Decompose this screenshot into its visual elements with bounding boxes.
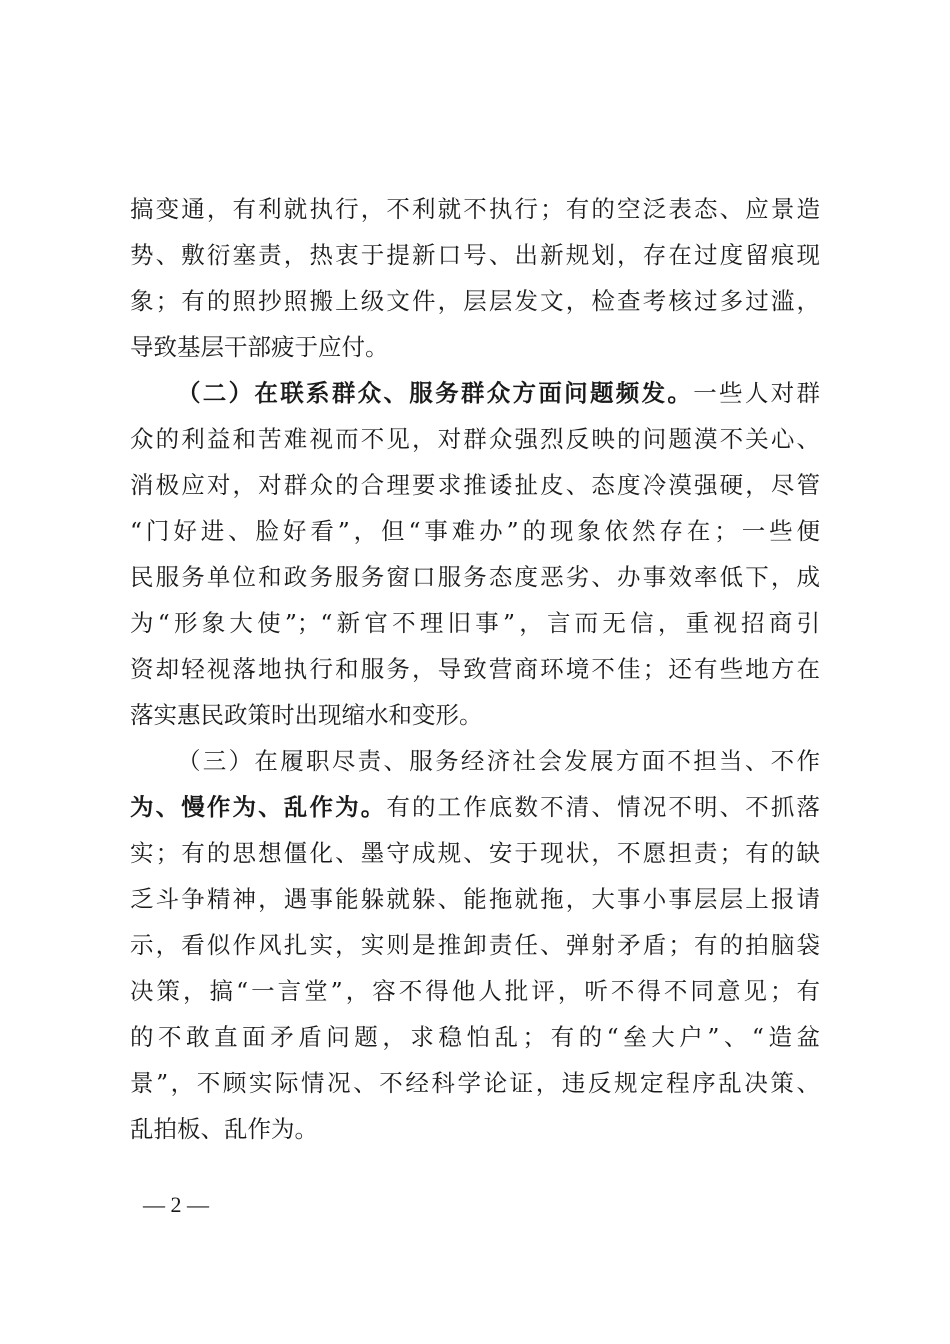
text-line: 民服务单位和政务服务窗口服务态度恶劣、办事效率低下，成 bbox=[130, 563, 820, 591]
paragraph-3 bbox=[130, 738, 820, 1152]
text-line: 为“形象大使”；“新官不理旧事”，言而无信，重视招商引 bbox=[130, 609, 820, 637]
body-text bbox=[130, 186, 820, 1152]
text-line: 消极应对，对群众的合理要求推诿扯皮、态度冷漠强硬，尽管 bbox=[130, 471, 820, 499]
text-line: 资却轻视落地执行和服务，导致营商环境不佳；还有些地方在 bbox=[130, 655, 820, 683]
text-run: 一些人对群 bbox=[693, 379, 820, 407]
text-run: 有的工作底数不清、情况不明、不抓落 bbox=[386, 793, 820, 821]
text-line: 势、敷衍塞责，热衷于提新口号、出新规划，存在过度留痕现 bbox=[130, 241, 820, 269]
paragraph-1 bbox=[130, 186, 820, 370]
text-line: 落实惠民政策时出现缩水和变形。 bbox=[130, 701, 483, 729]
text-line: 众的利益和苦难视而不见，对群众强烈反映的问题漠不关心、 bbox=[130, 425, 820, 453]
paragraph-2 bbox=[130, 370, 820, 738]
text-line: 景”，不顾实际情况、不经科学论证，违反规定程序乱决策、 bbox=[130, 1069, 820, 1097]
text-line: 乱拍板、乱作为。 bbox=[130, 1115, 318, 1143]
text-line: 乏斗争精神，遇事能躲就躲、能拖就拖，大事小事层层上报请 bbox=[130, 885, 820, 913]
text-line: 决策，搞“一言堂”，容不得他人批评，听不得不同意见；有 bbox=[130, 977, 820, 1005]
text-line bbox=[130, 370, 820, 416]
text-line: 搞变通，有利就执行，不利就不执行；有的空泛表态、应景造 bbox=[130, 195, 820, 223]
section-heading-2: （二）在联系群众、服务群众方面问题频发。 bbox=[177, 379, 694, 407]
text-line: 的不敢直面矛盾问题，求稳怕乱；有的“垒大户”、“造盆 bbox=[130, 1023, 820, 1051]
text-line: 象；有的照抄照搬上级文件，层层发文，检查考核过多过滥， bbox=[130, 287, 820, 315]
section-heading-3: （三）在履职尽责、服务经济社会发展方面不担当、不作 bbox=[177, 747, 820, 775]
text-line: 实；有的思想僵化、墨守成规、安于现状，不愿担责；有的缺 bbox=[130, 839, 820, 867]
page-number: — 2 — bbox=[143, 1192, 209, 1217]
text-line bbox=[130, 784, 820, 830]
section-heading-3-cont: 为、慢作为、乱作为。 bbox=[130, 793, 387, 821]
text-line: 示，看似作风扎实，实则是推卸责任、弹射矛盾；有的拍脑袋 bbox=[130, 931, 820, 959]
text-line: 导致基层干部疲于应付。 bbox=[130, 333, 389, 361]
text-line: “门好进、脸好看”，但“事难办”的现象依然存在；一些便 bbox=[130, 517, 820, 545]
